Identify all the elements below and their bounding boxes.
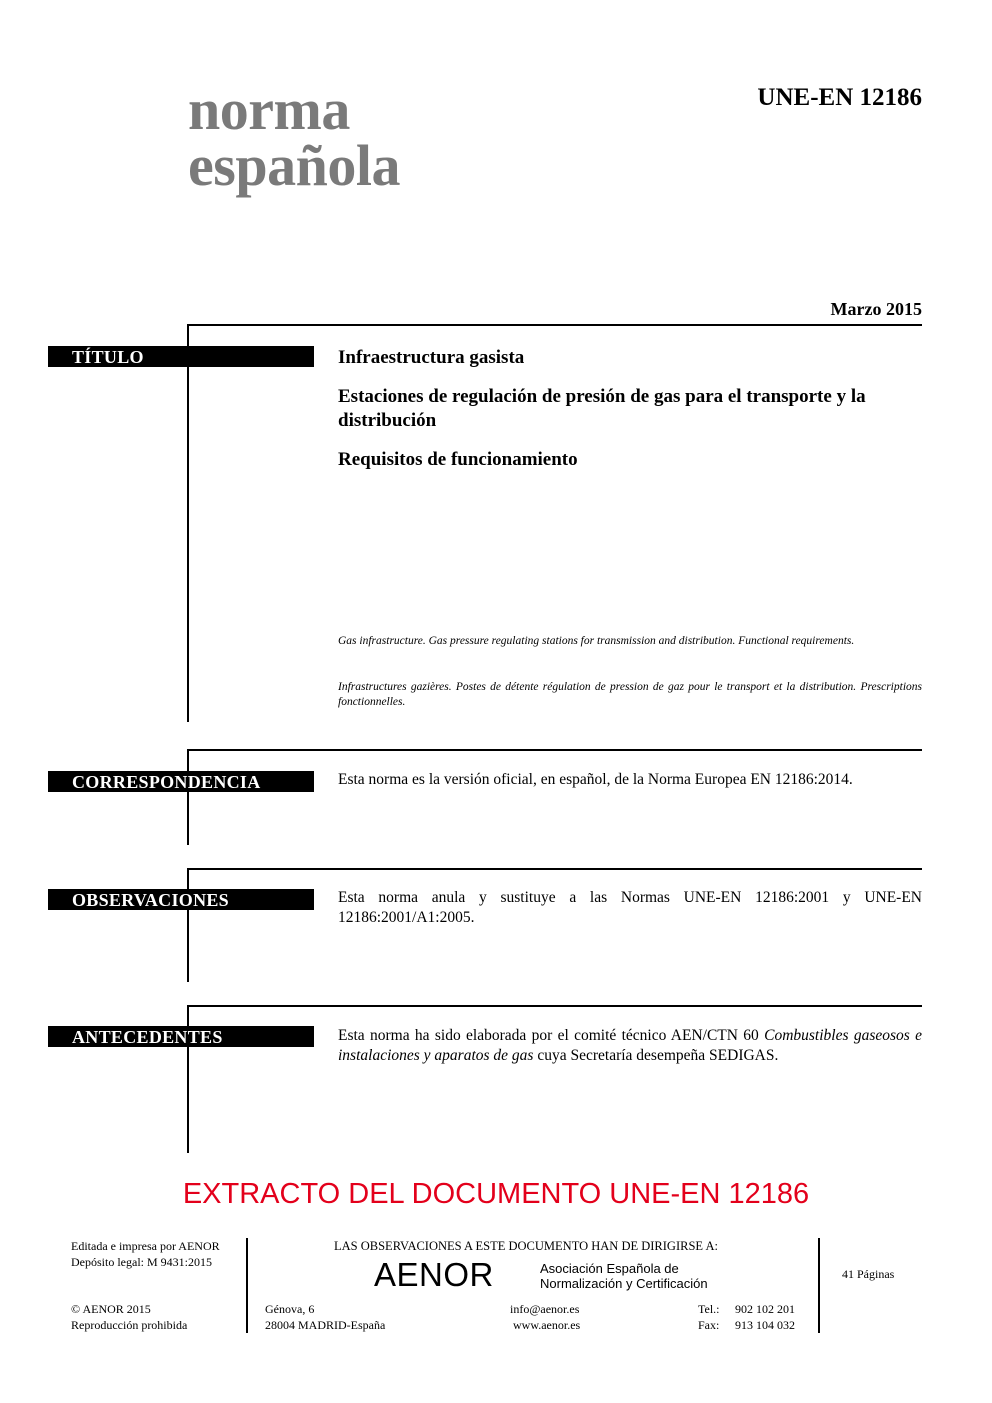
- title-line-1: Infraestructura gasista: [338, 347, 525, 368]
- section-divider-correspondencia: [188, 749, 922, 751]
- fax-label: Fax:: [698, 1318, 720, 1332]
- tel-number: 902 102 201: [735, 1302, 795, 1316]
- correspondencia-text: Esta norma es la versión oficial, en español, de la Norma Europea EN 12186:2014.: [338, 771, 853, 788]
- footer-email[interactable]: info@aenor.es: [510, 1302, 580, 1316]
- footer-separator-left: [246, 1238, 248, 1333]
- title-english: Gas infrastructure. Gas pressure regulating stations for transmission and distribution. Functional requirements.: [338, 635, 855, 647]
- section-vline-titulo: [187, 324, 189, 722]
- footer-observations-notice: LAS OBSERVACIONES A ESTE DOCUMENTO HAN DE DIRIGIRSE A:: [334, 1239, 718, 1253]
- page-count: 41 Páginas: [842, 1267, 895, 1281]
- fax-number: 913 104 032: [735, 1318, 795, 1332]
- section-label-correspondencia: CORRESPONDENCIA: [48, 771, 314, 792]
- section-vline-observaciones: [187, 868, 189, 982]
- footer-reproduction: Reproducción prohibida: [71, 1318, 188, 1332]
- address-line-2: 28004 MADRID-España: [265, 1318, 386, 1332]
- footer-web[interactable]: www.aenor.es: [513, 1318, 581, 1332]
- title-french: Infrastructures gazières. Postes de détente régulation de pression de gaz pour le transport et la distribution. Prescriptions fonctionnelles.: [338, 681, 922, 708]
- title-line-2: Estaciones de regulación de presión de gas para el transporte y la distribución: [338, 386, 866, 431]
- aenor-logo: AENOR: [374, 1256, 494, 1293]
- footer-edited: Editada e impresa por AENOR: [71, 1239, 220, 1253]
- observaciones-text: Esta norma anula y sustituye a las Normas UNE-EN 12186:2001 y UNE-EN 12186:2001/A1:2005.: [338, 889, 922, 926]
- antecedentes-text-start: Esta norma ha sido elaborada por el comité técnico AEN/CTN 60: [338, 1027, 765, 1044]
- section-divider-antecedentes: [188, 1005, 922, 1007]
- section-label-observaciones: OBSERVACIONES: [48, 889, 314, 910]
- aenor-organization-name: [540, 1261, 708, 1291]
- section-label-titulo: TÍTULO: [48, 346, 314, 367]
- section-divider-titulo: [188, 324, 922, 326]
- antecedentes-text: [338, 1026, 922, 1066]
- publication-date: Marzo 2015: [830, 299, 922, 319]
- org-line-2: Normalización y Certificación: [540, 1276, 708, 1291]
- footer-copyright-block: [71, 1301, 187, 1333]
- brand-title: [188, 77, 400, 198]
- brand-line-1: norma: [188, 77, 350, 142]
- footer-address: [265, 1301, 385, 1333]
- address-line-1: Génova, 6: [265, 1302, 315, 1316]
- section-vline-correspondencia: [187, 749, 189, 845]
- section-label-antecedentes: ANTECEDENTES: [48, 1026, 314, 1047]
- antecedentes-text-end: cuya Secretaría desempeña SEDIGAS.: [533, 1047, 779, 1064]
- titulo-content: [338, 346, 922, 472]
- standard-number: UNE-EN 12186: [757, 84, 922, 111]
- footer-edition: [71, 1238, 220, 1270]
- brand-line-2: española: [188, 133, 400, 198]
- tel-label: Tel.:: [698, 1302, 720, 1316]
- footer-copyright: © AENOR 2015: [71, 1302, 151, 1316]
- footer-deposit: Depósito legal: M 9431:2015: [71, 1255, 212, 1269]
- footer-contact-online: [510, 1301, 580, 1333]
- extract-notice: EXTRACTO DEL DOCUMENTO UNE-EN 12186: [182, 1178, 810, 1210]
- footer-separator-right: [818, 1238, 820, 1333]
- footer-phone-block: [698, 1301, 795, 1333]
- antecedentes-committee-name: Combustibles gaseosos e instalaciones y aparatos de gas: [338, 1027, 923, 1064]
- section-divider-observaciones: [188, 868, 922, 870]
- title-line-3: Requisitos de funcionamiento: [338, 449, 578, 470]
- org-line-1: Asociación Española de: [540, 1261, 679, 1276]
